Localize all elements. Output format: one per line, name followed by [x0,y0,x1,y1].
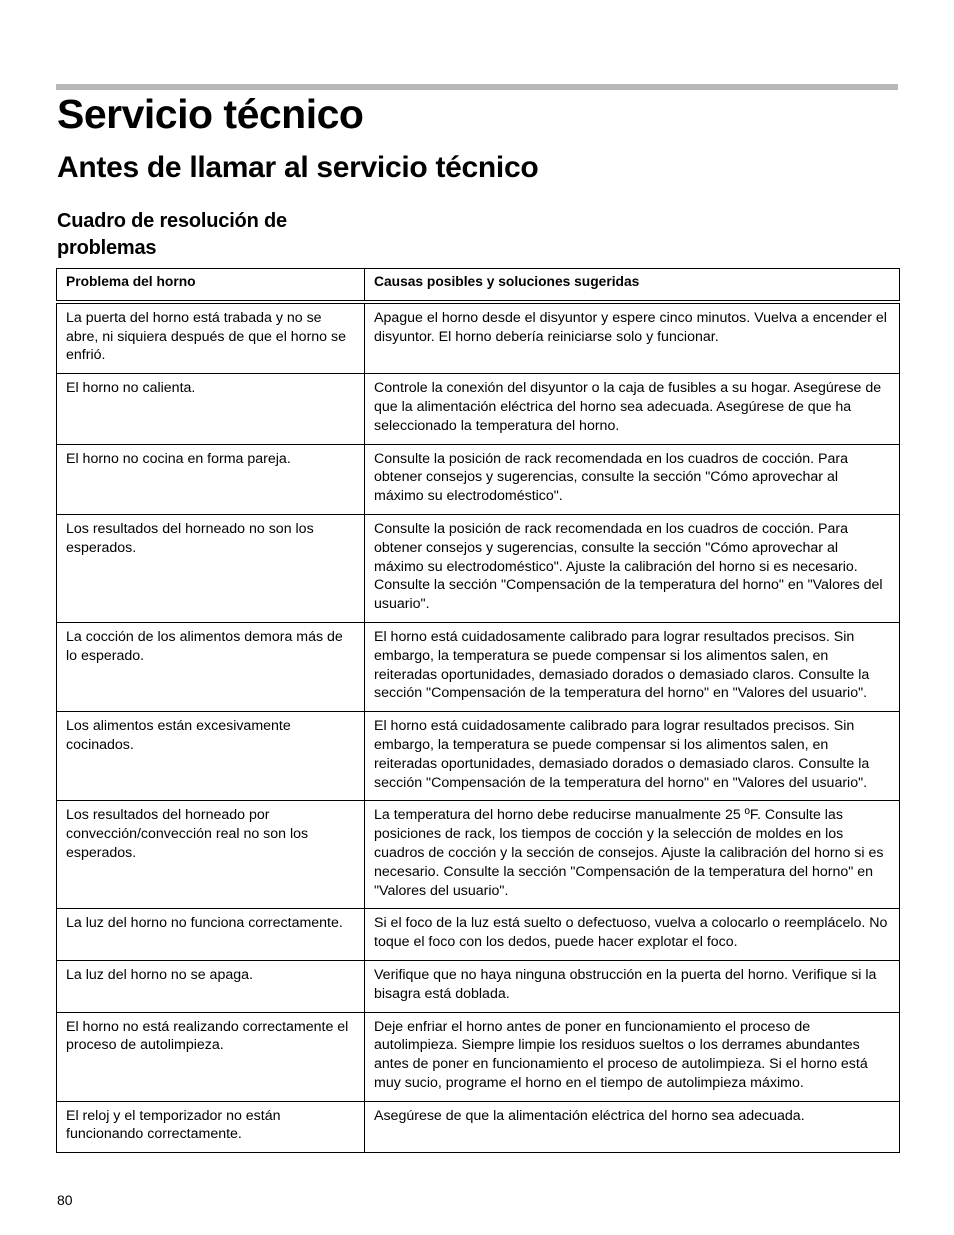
problem-cell: El reloj y el temporizador no están funcionando correctamente. [57,1101,365,1153]
problem-cell: La cocción de los alimentos demora más de lo esperado. [57,622,365,711]
table-row [57,712,900,801]
solution-cell: Asegúrese de que la alimentación eléctrica del horno sea adecuada. [365,1101,900,1153]
solution-cell: Deje enfriar el horno antes de poner en funcionamiento el proceso de autolimpieza. Siempre limpie los residuos sueltos o los derrames abundantes antes de poner en funcionamiento el proceso de autolimpieza. Si el horno está muy sucio, programe el horno en el tiempo de autolimpieza máximo. [365,1012,900,1101]
page-number: 80 [57,1192,73,1208]
table-row [57,909,900,961]
table-row [57,801,900,909]
problem-cell: La luz del horno no se apaga. [57,960,365,1012]
solution-cell: Consulte la posición de rack recomendada en los cuadros de cocción. Para obtener consejos y sugerencias, consulte la sección "Cómo aprovechar al máximo su electrodoméstico". Ajuste la calibración del horno si es necesario. Consulte la sección "Compensación de la temperatura del horno" en "Valores del usuario". [365,514,900,622]
solution-cell: Apague el horno desde el disyuntor y espere cinco minutos. Vuelva a encender el disyuntor. El horno debería reiniciarse solo y funcionar. [365,302,900,374]
table-row [57,302,900,374]
table-row [57,514,900,622]
top-rule [56,84,898,90]
section-heading: Cuadro de resolución de problemas [57,210,287,259]
problem-cell: La luz del horno no funciona correctamente. [57,909,365,961]
solution-cell: Si el foco de la luz está suelto o defectuoso, vuelva a colocarlo o reemplácelo. No toque el foco con los dedos, puede hacer explotar el foco. [365,909,900,961]
column-header-solution: Causas posibles y soluciones sugeridas [365,269,900,302]
troubleshooting-table [56,268,900,1153]
solution-cell: El horno está cuidadosamente calibrado para lograr resultados precisos. Sin embargo, la temperatura se puede compensar si los alimentos salen, en reiteradas oportunidades, demasiado dorados o demasiado claros. Consulte la sección "Compensación de la temperatura del horno" en "Valores del usuario". [365,622,900,711]
problem-cell: El horno no está realizando correctamente el proceso de autolimpieza. [57,1012,365,1101]
table-row [57,960,900,1012]
problem-cell: El horno no calienta. [57,374,365,444]
column-header-problem: Problema del horno [57,269,365,302]
problem-cell: La puerta del horno está trabada y no se abre, ni siquiera después de que el horno se enfrió. [57,302,365,374]
solution-cell: El horno está cuidadosamente calibrado para lograr resultados precisos. Sin embargo, la temperatura se puede compensar si los alimentos salen, en reiteradas oportunidades, demasiado dorados o demasiado claros. Consulte la sección "Compensación de la temperatura del horno" en "Valores del usuario". [365,712,900,801]
table-row [57,374,900,444]
table-row [57,622,900,711]
page-subtitle: Antes de llamar al servicio técnico [57,151,539,184]
table-row [57,1101,900,1153]
table-row [57,444,900,514]
table-header-row [57,269,900,302]
table-row [57,1012,900,1101]
page-title: Servicio técnico [57,91,364,137]
solution-cell: Controle la conexión del disyuntor o la caja de fusibles a su hogar. Asegúrese de que la alimentación eléctrica del horno sea adecuada. Asegúrese de que ha seleccionado la temperatura del horno. [365,374,900,444]
problem-cell: Los resultados del horneado por convección/convección real no son los esperados. [57,801,365,909]
solution-cell: La temperatura del horno debe reducirse manualmente 25 ºF. Consulte las posiciones de rack, los tiempos de cocción y la selección de moldes en los cuadros de cocción y la sección de consejos. Ajuste la calibración del horno si es necesario. Consulte la sección "Compensación de la temperatura del horno" en "Valores del usuario". [365,801,900,909]
solution-cell: Consulte la posición de rack recomendada en los cuadros de cocción. Para obtener consejos y sugerencias, consulte la sección "Cómo aprovechar al máximo su electrodoméstico". [365,444,900,514]
problem-cell: Los resultados del horneado no son los esperados. [57,514,365,622]
solution-cell: Verifique que no haya ninguna obstrucción en la puerta del horno. Verifique si la bisagra está doblada. [365,960,900,1012]
problem-cell: El horno no cocina en forma pareja. [57,444,365,514]
problem-cell: Los alimentos están excesivamente cocinados. [57,712,365,801]
